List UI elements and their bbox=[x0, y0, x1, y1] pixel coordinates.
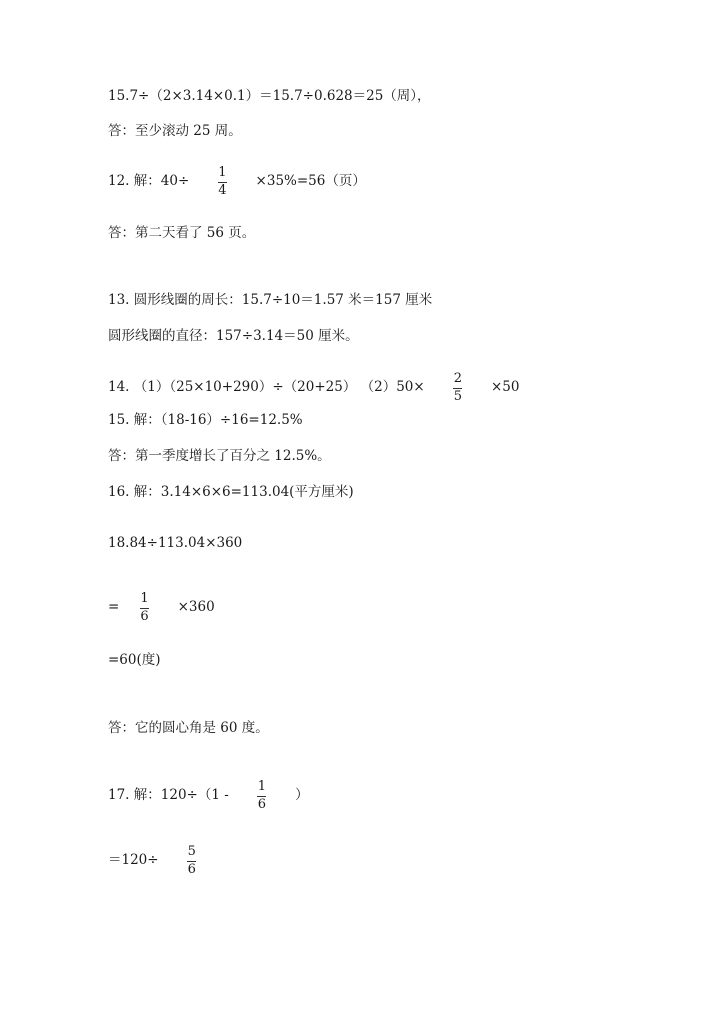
denominator: 6 bbox=[140, 608, 149, 624]
line-q13-diameter bbox=[108, 330, 359, 344]
text: ×50 bbox=[490, 378, 520, 395]
denominator: 5 bbox=[453, 388, 462, 404]
denominator: 6 bbox=[187, 861, 196, 877]
numerator: 5 bbox=[187, 844, 196, 859]
line-q14-solution bbox=[108, 372, 519, 403]
text: 17. 解：120÷（1 - bbox=[108, 786, 229, 803]
fraction bbox=[185, 845, 199, 876]
line-q16-answer bbox=[108, 722, 269, 736]
line-15-7-calc bbox=[108, 90, 431, 104]
text: 15.7÷（2×3.14×0.1）＝15.7÷0.628＝25（周）， bbox=[108, 88, 431, 104]
text: 13. 圆形线圈的周长：15.7÷10＝1.57 米＝157 厘米 bbox=[108, 292, 433, 308]
line-q16-result bbox=[108, 654, 161, 668]
text: 答：第二天看了 56 页。 bbox=[108, 225, 256, 241]
text: ×35%=56（页） bbox=[255, 172, 366, 189]
numerator: 1 bbox=[140, 591, 149, 606]
text: 12. 解：40÷ bbox=[108, 172, 190, 189]
line-q15-solution bbox=[108, 414, 303, 428]
line-q13-circumference bbox=[108, 294, 432, 308]
line-q16-angle-calc bbox=[108, 537, 242, 551]
line-q16-area bbox=[108, 486, 354, 500]
line-q16-fraction-step bbox=[108, 592, 215, 623]
line-q12-solution bbox=[108, 166, 366, 197]
text: 答：它的圆心角是 60 度。 bbox=[108, 720, 269, 736]
line-q17-solution bbox=[108, 780, 309, 811]
numerator: 2 bbox=[453, 371, 462, 386]
text: =60(度) bbox=[108, 652, 161, 668]
fraction bbox=[137, 592, 151, 623]
text: 16. 解：3.14×6×6=113.04(平方厘米) bbox=[108, 484, 354, 500]
text: ×360 bbox=[177, 598, 215, 615]
text: 15. 解：（18-16）÷16=12.5% bbox=[108, 412, 303, 428]
fraction bbox=[255, 780, 269, 811]
text: = bbox=[108, 598, 120, 615]
text: ） bbox=[295, 786, 309, 803]
text: 18.84÷113.04×360 bbox=[108, 535, 243, 551]
line-q15-answer bbox=[108, 450, 331, 464]
numerator: 1 bbox=[218, 165, 227, 180]
line-q17-step bbox=[108, 845, 199, 876]
text: 14. （1）（25×10+290）÷（20+25） （2）50× bbox=[108, 378, 425, 395]
text: 答：第一季度增长了百分之 12.5%。 bbox=[108, 448, 331, 464]
text: 圆形线圈的直径：157÷3.14＝50 厘米。 bbox=[108, 328, 359, 344]
numerator: 1 bbox=[257, 779, 267, 794]
fraction bbox=[215, 166, 229, 197]
text: ＝120÷ bbox=[108, 851, 159, 868]
line-q12-answer bbox=[108, 227, 255, 241]
denominator: 4 bbox=[218, 182, 227, 198]
line-answer-25-turns bbox=[108, 125, 242, 139]
denominator: 6 bbox=[257, 796, 267, 812]
fraction bbox=[451, 372, 465, 403]
text: 答：至少滚动 25 周。 bbox=[108, 123, 242, 139]
